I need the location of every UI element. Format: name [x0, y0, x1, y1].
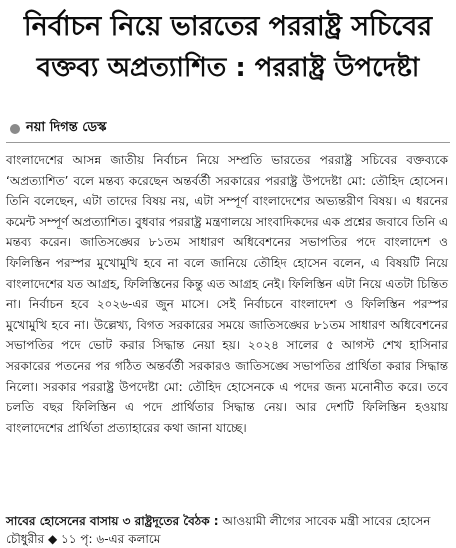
article-body: [6, 150, 448, 438]
teaser-text: আওয়ামী লীগের সাবেক মন্ত্রী সাবের হোসেন চৌধুরীর: [6, 514, 431, 546]
related-teaser: [6, 512, 448, 548]
byline: [10, 118, 106, 139]
headline: [0, 0, 456, 88]
byline-text: নয়া দিগন্ত ডেস্ক: [26, 120, 107, 135]
headline-line-2: বক্তব্য অপ্রত্যাশিত : পররাষ্ট্র উপদেষ্টা: [36, 53, 420, 83]
bullet-circle-icon: [10, 124, 20, 134]
article-paragraph: বাংলাদেশের আসন্ন জাতীয় নির্বাচন নিয়ে সম্প্রতি ভারতের পররাষ্ট্র সচিবের বক্তব্যকে ‘অপ্রত্যাশিত’ বলে মন্তব্য করেছেন অন্তর্বর্তী সরকারের পররাষ্ট্র উপদেষ্টা মো: তৌহিদ হোসেন। তিনি বলেছেন, এটা তাদের বিষয় নয়, এটা সম্পূর্ণ বাংলাদেশের অভ্যন্তরীণ বিষয়। এ ধরনের কমেন্ট সম্পূর্ণ অপ্রত্যাশিত। বুধবার পররাষ্ট্র মন্ত্রণালয়ে সাংবাদিকদের এক প্রশ্নের জবাবে তিনি এ মন্তব্য করেন। জাতিসঙ্ঘের ৮১তম সাধারণ অধিবেশনের সভাপতির পদে বাংলাদেশ ও ফিলিস্তিন পরস্পর মুখোমুখি হবে না বলে জানিয়ে তৌহিদ হোসেন বলেন, এ বিষয়টি নিয়ে বাংলাদেশের যত আগ্রহ, ফিলিস্তিনের কিন্তু এত আগ্রহ নেই। ফিলিস্তিন এটা নিয়ে এতটা চিন্তিত না। নির্বাচন হবে ২০২৬-এর জুন মাসে। সেই নির্বাচনে বাংলাদেশ ও ফিলিস্তিন পরস্পর মুখোমুখি হবে না। উল্লেখ্য, বিগত সরকারের সময়ে জাতিসঙ্ঘের ৮১তম সাধারণ অধিবেশনের সভাপতির পদে ভোট করার সিদ্ধান্ত নেয়া হয়। ২০২৪ সালের ৫ আগস্ট শেখ হাসিনার সরকারের পতনের পর গঠিত অন্তর্বর্তী সরকারও জাতিসঙ্ঘে সভাপতির প্রার্থিতা করার সিদ্ধান্ত নিলো। সরকার পররাষ্ট্র উপদেষ্টা মো: তৌহিদ হোসেনকে এ পদের জন্য মনোনীত করে। তবে চলতি বছর ফিলিস্তিন এ পদে প্রার্থিতার সিদ্ধান্ত নেয়। আর দেশটি ফিলিস্তিন হওয়ায় বাংলাদেশের প্রার্থিতা প্রত্যাহারের কথা জানা যাচ্ছে।: [6, 153, 448, 435]
teaser-page-reference: ◆ ১১ পৃ: ৬-এর কলামে: [47, 532, 161, 546]
divider-rule: [6, 142, 450, 143]
headline-line-1: নির্বাচন নিয়ে ভারতের পররাষ্ট্র সচিবের: [23, 11, 433, 42]
teaser-label: সাবের হোসেনের বাসায় ৩ রাষ্ট্রদূতের বৈঠক :: [6, 514, 219, 528]
